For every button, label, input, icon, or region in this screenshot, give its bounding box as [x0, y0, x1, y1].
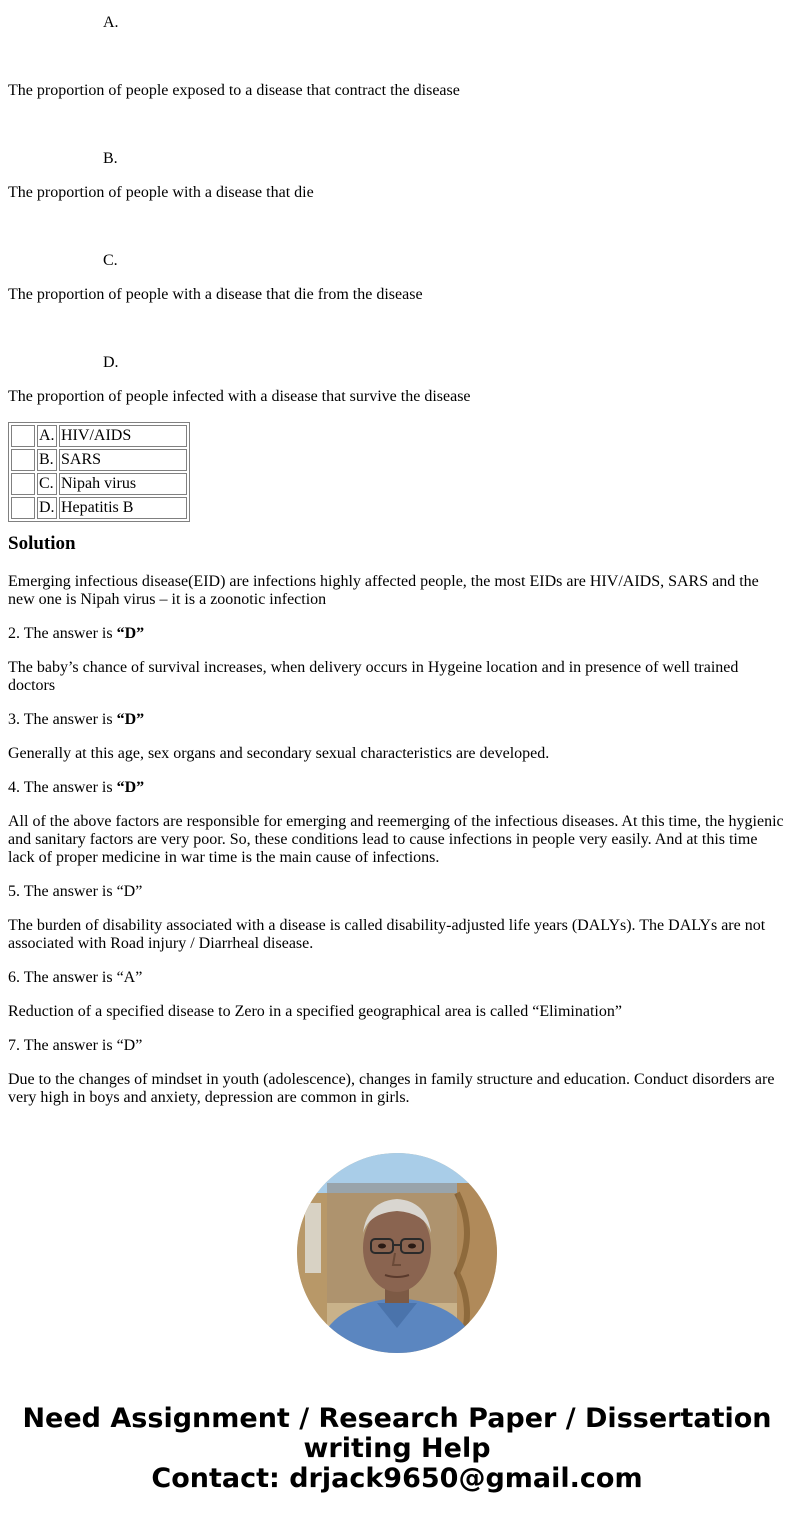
table-row: [11, 449, 187, 471]
option-d-letter: D.: [103, 354, 119, 371]
answer-explanation-7: Due to the changes of mindset in youth (adolescence), changes in family structure and education. Conduct disorders are very high in boys and anxiety, depression are common in girls.: [8, 1071, 775, 1106]
choice-radio-cell[interactable]: [11, 425, 35, 447]
answer-explanation-3: Generally at this age, sex organs and secondary sexual characteristics are developed.: [8, 745, 550, 762]
answer-value: “D”: [116, 1037, 143, 1054]
table-row: [11, 425, 187, 447]
option-d-text: The proportion of people infected with a disease that survive the disease: [8, 388, 471, 405]
answer-line-2: [8, 625, 786, 643]
option-b-text: The proportion of people with a disease that die: [8, 184, 314, 201]
choice-letter: B.: [37, 449, 57, 471]
answer-prefix: 2. The answer is: [8, 625, 117, 642]
choice-name: Nipah virus: [59, 473, 187, 495]
answer-line-5: [8, 883, 786, 901]
answer-value: “A”: [116, 969, 143, 986]
choice-name: HIV/AIDS: [59, 425, 187, 447]
answer-prefix: 4. The answer is: [8, 779, 117, 796]
answer-line-3: [8, 711, 786, 729]
solution-heading: Solution: [8, 533, 76, 554]
answer-line-7: [8, 1037, 786, 1055]
option-b-letter: B.: [103, 150, 118, 167]
option-a-letter: A.: [103, 14, 119, 31]
footer-line-2: writing Help: [303, 1433, 491, 1464]
choice-name: SARS: [59, 449, 187, 471]
choice-letter: D.: [37, 497, 57, 519]
answer-value: “D”: [116, 883, 143, 900]
answer-explanation-6: Reduction of a specified disease to Zero in a specified geographical area is called “Elimination”: [8, 1003, 622, 1020]
option-a-text: The proportion of people exposed to a disease that contract the disease: [8, 82, 460, 99]
table-row: [11, 497, 187, 519]
answer-line-6: [8, 969, 786, 987]
solution-intro: Emerging infectious disease(EID) are infections highly affected people, the most EIDs are HIV/AIDS, SARS and the new one is Nipah virus – it is a zoonotic infection: [8, 573, 759, 608]
choice-radio-cell[interactable]: [11, 473, 35, 495]
table-row: [11, 473, 187, 495]
choice-name: Hepatitis B: [59, 497, 187, 519]
answer-value: “D”: [116, 779, 145, 796]
option-c-text: The proportion of people with a disease that die from the disease: [8, 286, 423, 303]
answer-prefix: 6. The answer is: [8, 969, 117, 986]
choice-radio-cell[interactable]: [11, 449, 35, 471]
footer-contact-email[interactable]: Contact: drjack9650@gmail.com: [151, 1463, 643, 1494]
answer-prefix: 3. The answer is: [8, 711, 117, 728]
answer-prefix: 5. The answer is: [8, 883, 117, 900]
choice-letter: A.: [37, 425, 57, 447]
answer-explanation-4: All of the above factors are responsible for emerging and reemerging of the infectious diseases. At this time, the hygienic and sanitary factors are very poor. So, these conditions lead to cause infections in people very easily. And at this time lack of proper medicine in war time is the main cause of infections.: [8, 813, 784, 866]
option-c-letter: C.: [103, 252, 118, 269]
avatar-portrait-image: [297, 1153, 497, 1353]
answer-value: “D”: [116, 711, 145, 728]
footer-line-1: Need Assignment / Research Paper / Dissertation: [22, 1403, 772, 1434]
answer-value: “D”: [116, 625, 145, 642]
answer-line-4: [8, 779, 786, 797]
choice-radio-cell[interactable]: [11, 497, 35, 519]
answer-explanation-2: The baby’s chance of survival increases, when delivery occurs in Hygeine location and in presence of well trained doctors: [8, 659, 739, 694]
author-avatar: [297, 1153, 497, 1353]
answer-prefix: 7. The answer is: [8, 1037, 117, 1054]
choices-table: [8, 422, 190, 522]
answer-explanation-5: The burden of disability associated with a disease is called disability-adjusted life years (DALYs). The DALYs are not associated with Road injury / Diarrheal disease.: [8, 917, 766, 952]
choice-letter: C.: [37, 473, 57, 495]
